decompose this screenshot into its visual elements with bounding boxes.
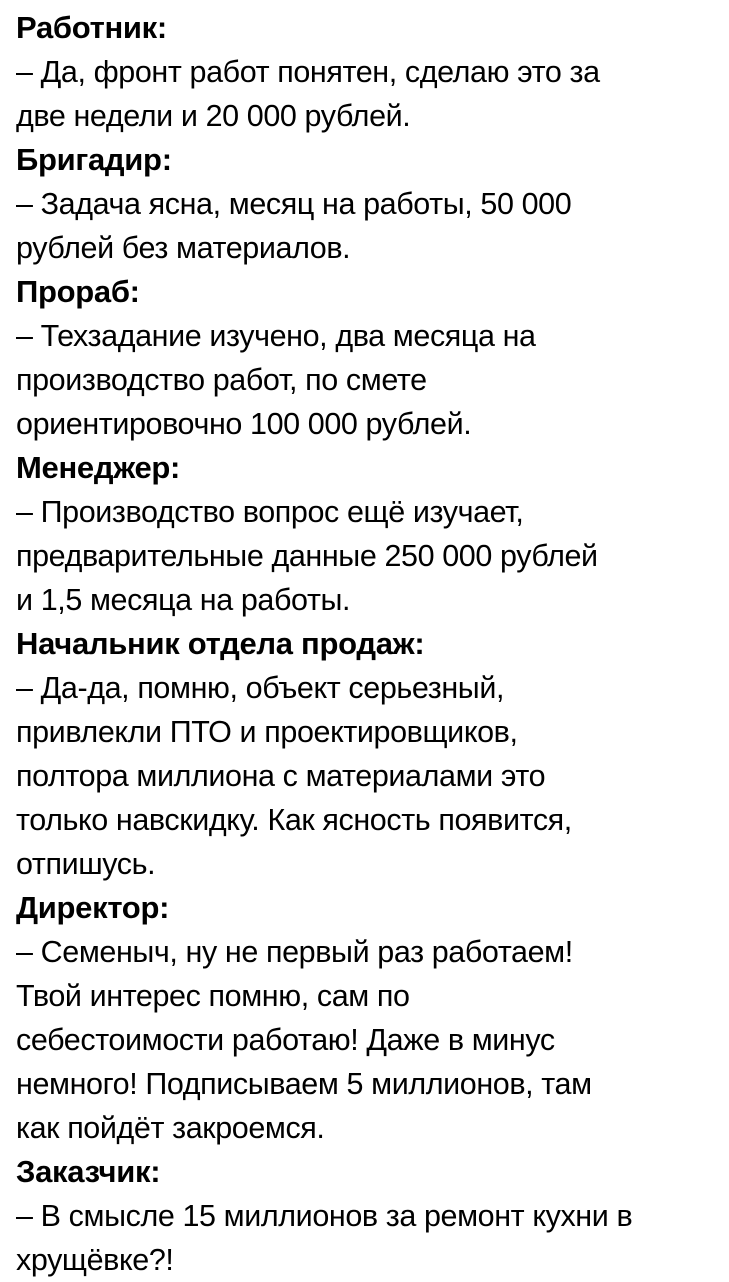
speaker-name: Работник: — [16, 10, 167, 45]
speech-line: – Да, фронт работ понятен, сделаю это за — [16, 55, 600, 89]
speech-line: производство работ, по смете — [16, 363, 427, 397]
speech-line: полтора миллиона с материалами это — [16, 759, 546, 793]
entry-customer — [16, 1150, 715, 1282]
speech-line: – Производство вопрос ещё изучает, — [16, 495, 524, 529]
speaker-name: Директор: — [16, 890, 170, 925]
entry-head-of-sales — [16, 622, 715, 886]
speech-line: – Техзадание изучено, два месяца на — [16, 319, 536, 353]
speech-line: Твой интерес помню, сам по — [16, 979, 410, 1013]
speech-line: рублей без материалов. — [16, 231, 351, 265]
speaker-name: Менеджер: — [16, 450, 181, 485]
entry-worker — [16, 6, 715, 138]
speech-line: предварительные данные 250 000 рублей — [16, 539, 598, 573]
entry-foreman — [16, 138, 715, 270]
speech-line: – Задача ясна, месяц на работы, 50 000 — [16, 187, 572, 221]
speaker-name: Начальник отдела продаж: — [16, 626, 425, 661]
speech-line: отпишусь. — [16, 847, 156, 881]
speech-line: только навскидку. Как ясность появится, — [16, 803, 572, 837]
speech-line: немного! Подписываем 5 миллионов, там — [16, 1067, 592, 1101]
speech-line: – Да-да, помню, объект серьезный, — [16, 671, 505, 705]
speech-line: ориентировочно 100 000 рублей. — [16, 407, 472, 441]
speech-line: – Семеныч, ну не первый раз работаем! — [16, 935, 573, 969]
speech-line: как пойдёт закроемся. — [16, 1111, 325, 1145]
speech-line: и 1,5 месяца на работы. — [16, 583, 351, 617]
speech-line: привлекли ПТО и проектировщиков, — [16, 715, 518, 749]
speech-line: – В смысле 15 миллионов за ремонт кухни в — [16, 1199, 633, 1233]
speaker-name: Заказчик: — [16, 1154, 161, 1189]
speaker-name: Бригадир: — [16, 142, 172, 177]
speech-line: хрущёвке?! — [16, 1243, 174, 1277]
entry-manager — [16, 446, 715, 622]
entry-site-manager — [16, 270, 715, 446]
entry-director — [16, 886, 715, 1150]
speech-line: две недели и 20 000 рублей. — [16, 99, 411, 133]
speaker-name: Прораб: — [16, 274, 140, 309]
speech-line: себестоимости работаю! Даже в минус — [16, 1023, 555, 1057]
